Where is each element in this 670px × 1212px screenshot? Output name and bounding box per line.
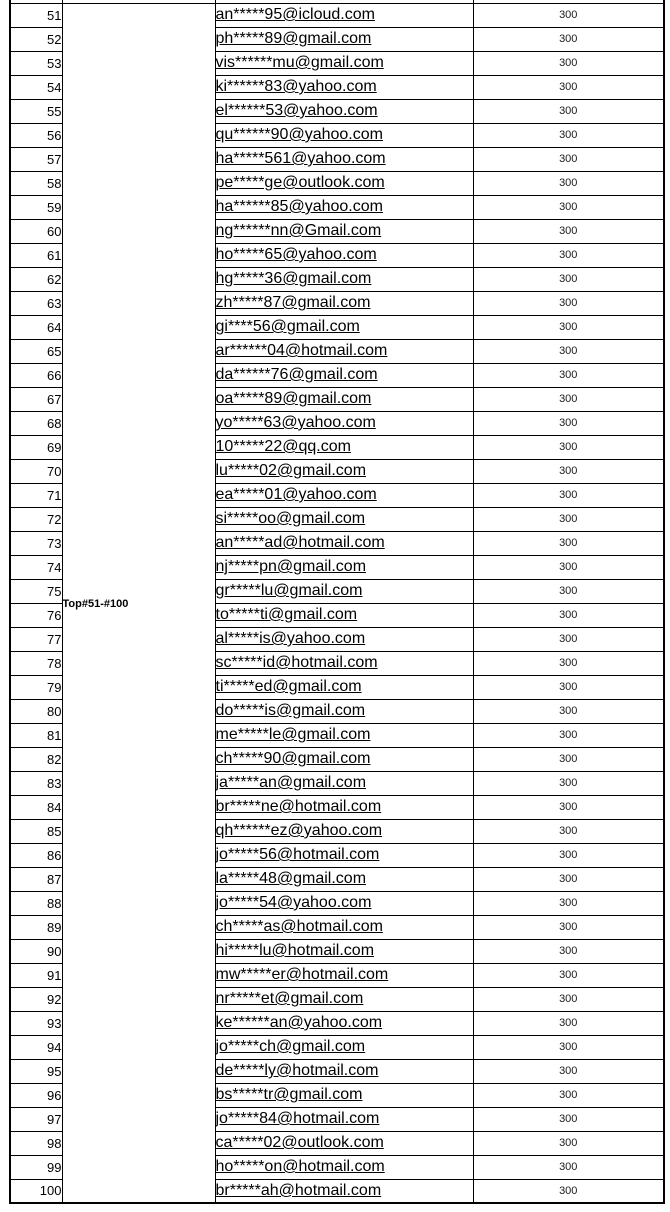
email-link[interactable]: da******76@gmail.com (215, 366, 378, 383)
email-cell (215, 963, 473, 987)
email-cell (215, 1107, 473, 1131)
email-cell (215, 891, 473, 915)
group-label-cell (62, 3, 215, 1203)
value-cell: 300 (473, 123, 664, 147)
rank-cell: 76 (10, 603, 62, 627)
rank-cell: 77 (10, 627, 62, 651)
value-cell: 300 (473, 291, 664, 315)
email-cell (215, 363, 473, 387)
email-link[interactable]: jo*****84@hotmail.com (215, 1110, 380, 1127)
rank-cell: 93 (10, 1011, 62, 1035)
value-cell: 300 (473, 339, 664, 363)
value-cell: 300 (473, 195, 664, 219)
email-link[interactable]: de*****ly@hotmail.com (215, 1062, 379, 1079)
rank-cell: 89 (10, 915, 62, 939)
email-cell (215, 3, 473, 27)
email-cell (215, 459, 473, 483)
value-cell: 300 (473, 411, 664, 435)
value-cell: 300 (473, 483, 664, 507)
value-cell: 300 (473, 627, 664, 651)
rank-cell: 78 (10, 651, 62, 675)
value-cell: 300 (473, 1131, 664, 1155)
value-cell: 300 (473, 987, 664, 1011)
value-cell: 300 (473, 843, 664, 867)
rank-cell: 100 (10, 1179, 62, 1203)
value-cell: 300 (473, 507, 664, 531)
email-cell (215, 627, 473, 651)
email-link[interactable]: lu*****02@gmail.com (215, 462, 367, 479)
email-cell (215, 987, 473, 1011)
email-cell (215, 699, 473, 723)
email-cell (215, 867, 473, 891)
value-cell: 300 (473, 219, 664, 243)
rank-cell: 74 (10, 555, 62, 579)
value-cell: 300 (473, 699, 664, 723)
rank-cell: 63 (10, 291, 62, 315)
rank-cell: 85 (10, 819, 62, 843)
email-cell (215, 411, 473, 435)
value-cell: 300 (473, 1155, 664, 1179)
rank-cell: 80 (10, 699, 62, 723)
email-link[interactable]: pe*****ge@outlook.com (215, 174, 385, 191)
rank-cell: 73 (10, 531, 62, 555)
email-cell (215, 339, 473, 363)
email-link[interactable]: ar******04@hotmail.com (215, 342, 388, 359)
rank-cell: 57 (10, 147, 62, 171)
email-link[interactable]: qu******90@yahoo.com (215, 126, 383, 143)
rank-cell: 72 (10, 507, 62, 531)
rank-cell: 92 (10, 987, 62, 1011)
value-cell: 300 (473, 651, 664, 675)
email-cell (215, 579, 473, 603)
rank-cell: 99 (10, 1155, 62, 1179)
value-cell: 300 (473, 171, 664, 195)
rank-cell: 58 (10, 171, 62, 195)
email-link[interactable]: bs*****tr@gmail.com (215, 1086, 363, 1103)
rank-cell: 83 (10, 771, 62, 795)
value-cell: 300 (473, 1011, 664, 1035)
value-cell: 300 (473, 771, 664, 795)
value-cell: 300 (473, 891, 664, 915)
email-cell (215, 291, 473, 315)
rank-cell: 65 (10, 339, 62, 363)
email-cell (215, 1155, 473, 1179)
email-link[interactable]: vis******mu@gmail.com (215, 54, 384, 71)
value-cell: 300 (473, 1083, 664, 1107)
email-cell (215, 75, 473, 99)
value-cell: 300 (473, 819, 664, 843)
value-cell: 300 (473, 99, 664, 123)
value-cell: 300 (473, 747, 664, 771)
rank-cell: 88 (10, 891, 62, 915)
rank-cell: 61 (10, 243, 62, 267)
rank-cell: 94 (10, 1035, 62, 1059)
value-cell: 300 (473, 147, 664, 171)
email-link[interactable]: sc*****id@hotmail.com (215, 654, 378, 671)
email-cell (215, 387, 473, 411)
value-cell: 300 (473, 459, 664, 483)
value-cell: 300 (473, 531, 664, 555)
email-link[interactable]: ki******83@yahoo.com (215, 78, 377, 95)
email-link[interactable]: jo*****56@hotmail.com (215, 846, 380, 863)
ranking-table (9, 0, 665, 1204)
email-cell (215, 603, 473, 627)
rank-cell: 59 (10, 195, 62, 219)
email-link[interactable]: an*****ad@hotmail.com (215, 534, 385, 551)
value-cell: 300 (473, 603, 664, 627)
rank-cell: 97 (10, 1107, 62, 1131)
email-cell (215, 315, 473, 339)
value-cell: 300 (473, 387, 664, 411)
value-cell: 300 (473, 915, 664, 939)
email-link[interactable]: ch*****as@hotmail.com (215, 918, 383, 935)
value-cell: 300 (473, 579, 664, 603)
email-link[interactable]: yo*****63@yahoo.com (215, 414, 376, 431)
rank-cell: 67 (10, 387, 62, 411)
email-cell (215, 723, 473, 747)
email-cell (215, 939, 473, 963)
email-link[interactable]: do*****is@gmail.com (215, 702, 366, 719)
email-cell (215, 99, 473, 123)
rank-cell: 87 (10, 867, 62, 891)
email-link[interactable]: nj*****pn@gmail.com (215, 558, 367, 575)
rank-cell: 98 (10, 1131, 62, 1155)
email-link[interactable]: ho*****on@hotmail.com (215, 1158, 385, 1175)
email-cell (215, 1179, 473, 1203)
value-cell: 300 (473, 939, 664, 963)
email-link[interactable]: ha*****561@yahoo.com (215, 150, 386, 167)
rank-cell: 54 (10, 75, 62, 99)
value-cell: 300 (473, 723, 664, 747)
value-cell: 300 (473, 75, 664, 99)
email-cell (215, 531, 473, 555)
email-cell (215, 195, 473, 219)
rank-cell: 60 (10, 219, 62, 243)
email-link[interactable]: ja*****an@gmail.com (215, 774, 367, 791)
email-link[interactable]: nr*****et@gmail.com (215, 990, 364, 1007)
email-cell (215, 219, 473, 243)
email-link[interactable]: br*****ah@hotmail.com (215, 1181, 382, 1199)
value-cell: 300 (473, 1059, 664, 1083)
rank-cell: 75 (10, 579, 62, 603)
email-link[interactable]: jo*****ch@gmail.com (215, 1038, 366, 1055)
email-link[interactable]: ca*****02@outlook.com (215, 1134, 384, 1151)
value-cell: 300 (473, 1035, 664, 1059)
email-cell (215, 843, 473, 867)
email-cell (215, 1035, 473, 1059)
email-cell (215, 267, 473, 291)
rank-cell: 66 (10, 363, 62, 387)
email-link[interactable]: ho*****65@yahoo.com (215, 246, 377, 263)
email-cell (215, 555, 473, 579)
rank-cell: 86 (10, 843, 62, 867)
table-body (10, 0, 664, 1203)
rank-cell: 90 (10, 939, 62, 963)
email-cell (215, 243, 473, 267)
email-link[interactable]: zh*****87@gmail.com (215, 294, 371, 311)
value-cell: 300 (473, 267, 664, 291)
rank-cell: 91 (10, 963, 62, 987)
email-link[interactable]: me*****le@gmail.com (215, 726, 371, 743)
email-link[interactable]: mw*****er@hotmail.com (215, 966, 389, 983)
rank-cell: 68 (10, 411, 62, 435)
email-link[interactable]: 10*****22@qq.com (215, 438, 351, 455)
email-link[interactable]: ng******nn@Gmail.com (215, 222, 382, 239)
rank-cell: 55 (10, 99, 62, 123)
email-cell (215, 1083, 473, 1107)
value-cell: 300 (473, 795, 664, 819)
email-link[interactable]: si*****oo@gmail.com (215, 510, 366, 527)
email-cell (215, 123, 473, 147)
email-link[interactable]: gr*****lu@gmail.com (215, 582, 363, 599)
email-cell (215, 147, 473, 171)
value-cell: 300 (473, 1107, 664, 1131)
rank-cell: 82 (10, 747, 62, 771)
value-cell: 300 (473, 27, 664, 51)
email-link[interactable]: an*****95@icloud.com (215, 6, 375, 23)
email-cell (215, 651, 473, 675)
email-cell (215, 1011, 473, 1035)
email-link[interactable]: gi****56@gmail.com (215, 318, 360, 335)
value-cell: 300 (473, 51, 664, 75)
rank-cell: 70 (10, 459, 62, 483)
rank-cell: 69 (10, 435, 62, 459)
rank-cell: 84 (10, 795, 62, 819)
email-cell (215, 1131, 473, 1155)
email-cell (215, 1059, 473, 1083)
email-cell (215, 771, 473, 795)
rank-cell: 95 (10, 1059, 62, 1083)
email-cell (215, 171, 473, 195)
email-cell (215, 51, 473, 75)
rank-cell: 96 (10, 1083, 62, 1107)
table-row (10, 3, 664, 27)
value-cell: 300 (473, 555, 664, 579)
value-cell: 300 (473, 243, 664, 267)
rank-cell: 81 (10, 723, 62, 747)
email-link[interactable]: ph*****89@gmail.com (215, 30, 372, 47)
email-link[interactable]: oa*****89@gmail.com (215, 390, 372, 407)
value-cell: 300 (473, 315, 664, 339)
value-cell: 300 (473, 435, 664, 459)
group-label: Top#51-#100 (62, 597, 129, 610)
email-link[interactable]: el******53@yahoo.com (215, 102, 378, 119)
email-link[interactable]: ha******85@yahoo.com (215, 198, 383, 215)
email-link[interactable]: al*****is@yahoo.com (215, 630, 366, 647)
value-cell: 300 (473, 363, 664, 387)
rank-cell: 64 (10, 315, 62, 339)
email-link[interactable]: ti*****ed@gmail.com (215, 678, 362, 695)
value-cell: 300 (473, 1179, 664, 1203)
rank-cell: 52 (10, 27, 62, 51)
email-cell (215, 27, 473, 51)
email-cell (215, 819, 473, 843)
email-cell (215, 483, 473, 507)
email-cell (215, 747, 473, 771)
rank-cell: 62 (10, 267, 62, 291)
email-link[interactable]: qh******ez@yahoo.com (215, 822, 383, 839)
rank-cell: 51 (10, 3, 62, 27)
email-link[interactable]: ea*****01@yahoo.com (215, 486, 377, 503)
email-link[interactable]: ke******an@yahoo.com (215, 1014, 383, 1031)
email-link[interactable]: hi*****lu@hotmail.com (215, 942, 375, 959)
value-cell: 300 (473, 963, 664, 987)
email-link[interactable]: la*****48@gmail.com (215, 870, 367, 887)
email-cell (215, 915, 473, 939)
email-cell (215, 435, 473, 459)
value-cell: 300 (473, 867, 664, 891)
email-cell (215, 795, 473, 819)
rank-cell: 79 (10, 675, 62, 699)
email-cell (215, 507, 473, 531)
rank-cell: 56 (10, 123, 62, 147)
rank-cell: 53 (10, 51, 62, 75)
value-cell: 300 (473, 675, 664, 699)
email-link[interactable]: br*****ne@hotmail.com (215, 798, 382, 815)
rank-cell: 71 (10, 483, 62, 507)
email-link[interactable]: hg*****36@gmail.com (215, 270, 372, 287)
email-link[interactable]: ch*****90@gmail.com (215, 750, 371, 767)
email-link[interactable]: to*****ti@gmail.com (215, 606, 358, 623)
value-cell: 300 (473, 3, 664, 27)
email-cell (215, 675, 473, 699)
email-link[interactable]: jo*****54@yahoo.com (215, 894, 372, 911)
